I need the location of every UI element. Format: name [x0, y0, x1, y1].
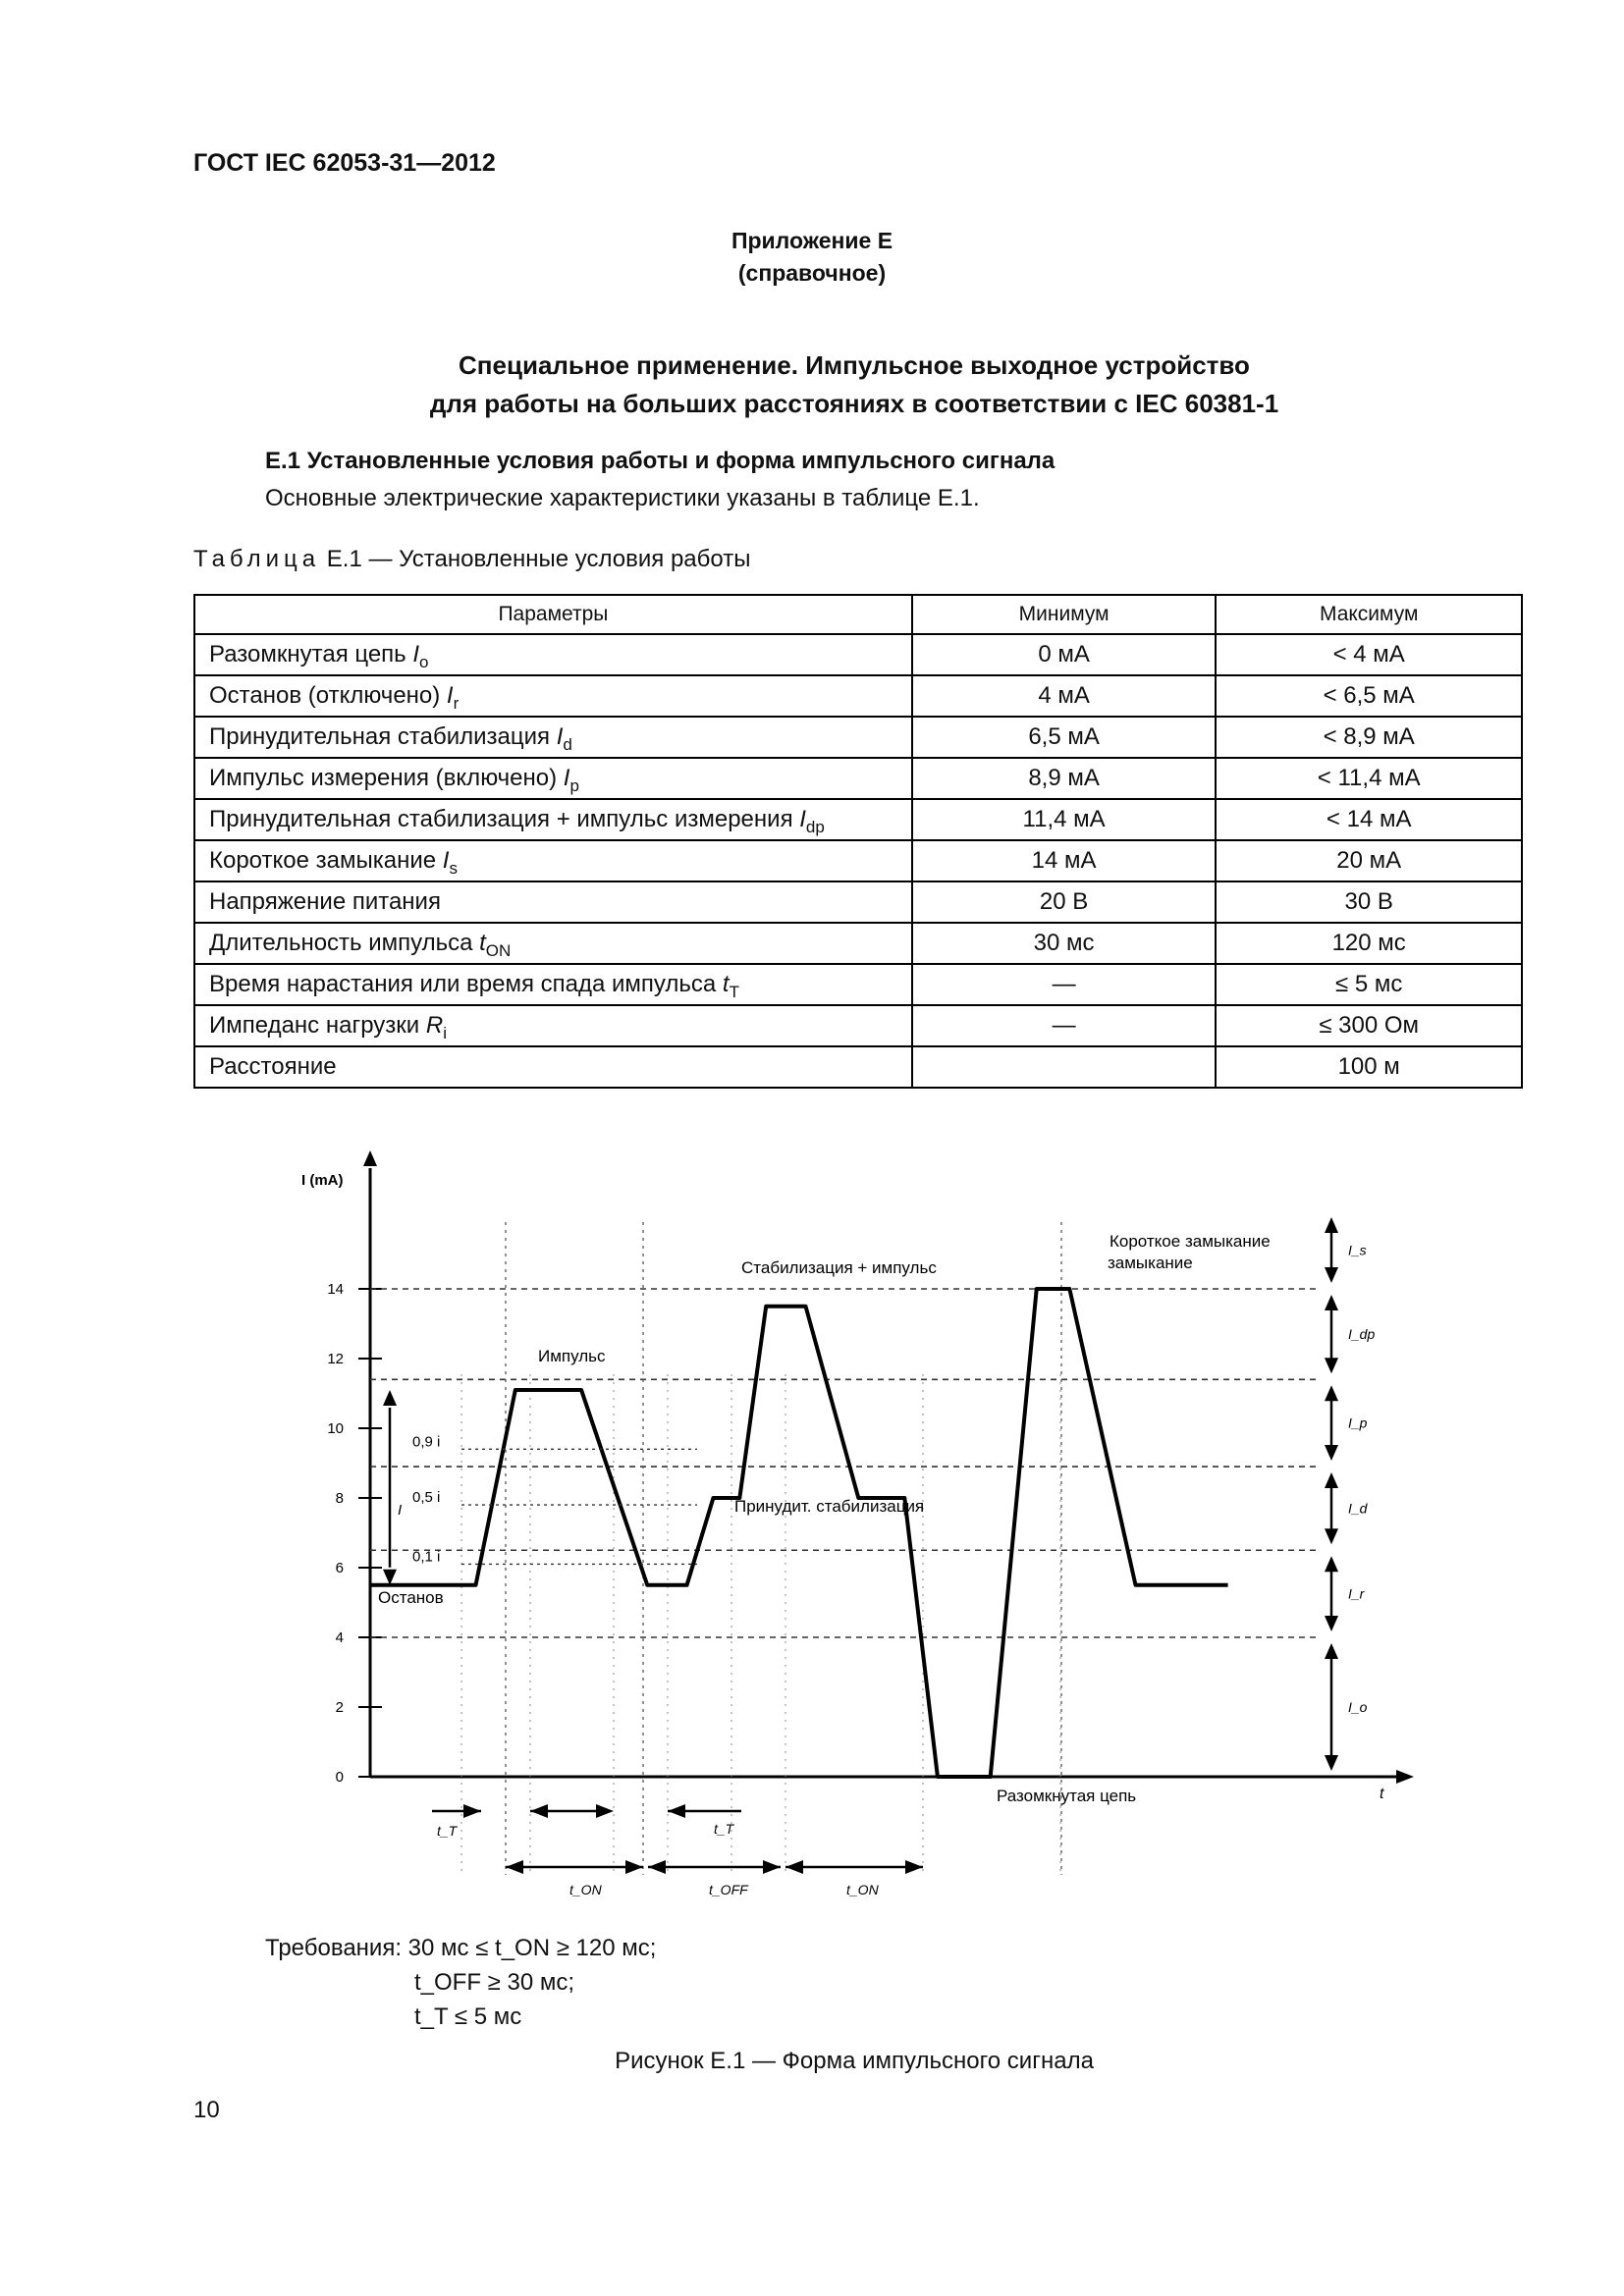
region-label: Короткое замыкание: [1110, 1232, 1271, 1251]
requirement-line-1: 30 мс ≤ t_ON ≥ 120 мс;: [407, 1935, 657, 1961]
band-arrow-head: [1325, 1295, 1338, 1310]
y-axis-label: I (mA): [301, 1172, 344, 1189]
param-symbol: I: [412, 641, 420, 667]
document-number: ГОСТ IEC 62053-31—2012: [193, 149, 496, 177]
param-symbol: I: [446, 682, 454, 709]
requirement-line-3: t_T ≤ 5 мс: [414, 2003, 522, 2030]
param-label: Принудительная стабилизация: [209, 723, 557, 750]
y-tick-label: 8: [335, 1490, 344, 1507]
param-symbol: t: [722, 971, 730, 997]
param-subscript: r: [453, 694, 460, 713]
param-symbol: I: [563, 765, 570, 791]
param-symbol: I: [442, 847, 450, 874]
band-label: I_r: [1348, 1585, 1365, 1602]
param-subscript: o: [419, 653, 429, 671]
x-axis-arrow: [1396, 1770, 1414, 1784]
timing-arrow-head: [763, 1860, 781, 1874]
y-axis-arrow: [363, 1150, 377, 1166]
param-label: Расстояние: [209, 1053, 337, 1080]
band-arrow-head: [1325, 1358, 1338, 1373]
param-label: Импеданс нагрузки: [209, 1012, 426, 1039]
band-label: I_p: [1348, 1415, 1368, 1431]
param-label: Разомкнутая цепь: [209, 641, 413, 667]
band-arrow-head: [1325, 1643, 1338, 1659]
annex-status: (справочное): [737, 260, 887, 286]
region-label: Импульс: [538, 1347, 606, 1365]
max-cell: < 11,4 мА: [1216, 758, 1522, 799]
page-number: 10: [193, 2097, 220, 2123]
y-tick-label: 14: [327, 1281, 344, 1298]
param-label: Импульс измерения (включено): [209, 765, 564, 791]
band-arrow-head: [1325, 1385, 1338, 1401]
timing-arrow-head: [785, 1860, 803, 1874]
table-header-cell: Максимум: [1216, 595, 1522, 634]
requirements-prefix: Требования:: [265, 1935, 402, 1961]
requirements-block: [265, 1931, 656, 2034]
y-tick-label: 12: [327, 1351, 344, 1367]
y-tick-label: 10: [327, 1420, 344, 1437]
param-subscript: d: [563, 735, 572, 754]
region-label: Стабилизация + импульс: [741, 1258, 937, 1277]
timing-label: t_T: [437, 1823, 458, 1839]
min-cell: —: [912, 964, 1217, 1005]
param-symbol: R: [425, 1012, 444, 1039]
param-subscript: s: [449, 859, 458, 878]
max-cell: 120 мс: [1216, 923, 1522, 964]
min-cell: —: [912, 1005, 1217, 1046]
band-label: I_s: [1348, 1242, 1367, 1258]
amplitude-mark-label: 0,5 i: [412, 1489, 441, 1507]
timing-arrow-head: [625, 1860, 643, 1874]
timing-arrow-head: [648, 1860, 666, 1874]
param-label: Принудительная стабилизация + импульс измерения: [209, 806, 800, 832]
param-subscript: dp: [805, 818, 825, 836]
timing-label: t_OFF: [709, 1882, 748, 1897]
timing-arrow-head: [905, 1860, 923, 1874]
requirement-line-2: t_OFF ≥ 30 мс;: [414, 1969, 575, 1996]
chart-layer: [301, 1150, 1414, 1897]
min-cell: 14 мА: [912, 840, 1217, 881]
param-label: Короткое замыкание: [209, 847, 443, 874]
min-cell: 20 В: [912, 881, 1217, 923]
band-label: I_dp: [1348, 1326, 1376, 1343]
min-cell: 4 мА: [912, 675, 1217, 717]
y-tick-label: 6: [335, 1560, 344, 1576]
band-arrow-head: [1325, 1472, 1338, 1488]
band-arrow-head: [1325, 1616, 1338, 1631]
max-cell: 100 м: [1216, 1046, 1522, 1088]
region-label: Разомкнутая цепь: [997, 1787, 1137, 1805]
timing-arrow-head: [668, 1804, 685, 1818]
max-cell: ≤ 5 мс: [1216, 964, 1522, 1005]
band-arrow-head: [1325, 1755, 1338, 1771]
timing-label: t_T: [714, 1821, 734, 1837]
table-header-cell: Минимум: [912, 595, 1217, 634]
max-cell: 30 В: [1216, 881, 1522, 923]
amplitude-mark-label: 0,1 i: [412, 1548, 441, 1566]
min-cell: 6,5 мА: [912, 717, 1217, 758]
min-cell: 11,4 мА: [912, 799, 1217, 840]
max-cell: ≤ 300 Ом: [1216, 1005, 1522, 1046]
section-text: Основные электрические характеристики указаны в таблице E.1.: [265, 485, 980, 511]
param-subscript: p: [569, 776, 579, 795]
appendix-title-line1: Специальное применение. Импульсное выходное устройство: [459, 350, 1250, 380]
param-symbol: I: [556, 723, 564, 750]
band-arrow-head: [1325, 1445, 1338, 1461]
table-caption-rest: E.1 — Установленные условия работы: [326, 546, 751, 572]
max-cell: < 6,5 мА: [1216, 675, 1522, 717]
param-label: Останов (отключено): [209, 682, 447, 709]
x-axis-label: t: [1380, 1786, 1384, 1802]
param-symbol: t: [479, 930, 486, 956]
min-cell: 30 мс: [912, 923, 1217, 964]
region-label: Останов: [378, 1588, 444, 1607]
param-subscript: T: [729, 983, 739, 1001]
pulse-waveform-line: [370, 1289, 1228, 1777]
table-caption-prefix: Таблица: [193, 546, 321, 572]
timing-label: t_ON: [846, 1882, 879, 1897]
appendix-title-line2: для работы на больших расстояниях в соответствии с IEC 60381-1: [429, 389, 1279, 418]
param-symbol: I: [799, 806, 806, 832]
band-label: I_d: [1348, 1500, 1368, 1517]
table-header-cell: Параметры: [194, 595, 912, 634]
param-subscript: ON: [485, 941, 512, 960]
timing-arrow-head: [506, 1860, 523, 1874]
y-tick-label: 0: [335, 1769, 344, 1786]
figure-caption: Рисунок E.1 — Форма импульсного сигнала: [615, 2048, 1094, 2074]
amplitude-arrow-down: [383, 1570, 397, 1585]
max-cell: < 4 мА: [1216, 634, 1522, 675]
band-arrow-head: [1325, 1528, 1338, 1544]
min-cell: 0 мА: [912, 634, 1217, 675]
region-label-continued: замыкание: [1108, 1254, 1193, 1272]
band-label: I_o: [1348, 1699, 1368, 1715]
band-arrow-head: [1325, 1267, 1338, 1283]
annex-label: Приложение E: [731, 228, 893, 253]
min-cell: 8,9 мА: [912, 758, 1217, 799]
max-cell: < 14 мА: [1216, 799, 1522, 840]
timing-arrow-head: [596, 1804, 614, 1818]
band-arrow-head: [1325, 1556, 1338, 1572]
amplitude-label: I: [398, 1502, 403, 1519]
param-subscript: i: [443, 1024, 447, 1042]
y-tick-label: 4: [335, 1629, 344, 1646]
timing-arrow-head: [463, 1804, 481, 1818]
section-heading: E.1 Установленные условия работы и форма импульсного сигнала: [265, 448, 1056, 474]
param-label: Напряжение питания: [209, 888, 441, 915]
amplitude-mark-label: 0,9 i: [412, 1433, 441, 1451]
timing-label: t_ON: [569, 1882, 602, 1897]
timing-arrow-head: [530, 1804, 548, 1818]
max-cell: 20 мА: [1216, 840, 1522, 881]
amplitude-arrow-up: [383, 1390, 397, 1406]
param-label: Длительность импульса: [209, 930, 480, 956]
band-arrow-head: [1325, 1217, 1338, 1233]
region-label: Принудит. стабилизация: [734, 1497, 925, 1516]
param-label: Время нарастания или время спада импульса: [209, 971, 723, 997]
max-cell: < 8,9 мА: [1216, 717, 1522, 758]
y-tick-label: 2: [335, 1699, 344, 1716]
